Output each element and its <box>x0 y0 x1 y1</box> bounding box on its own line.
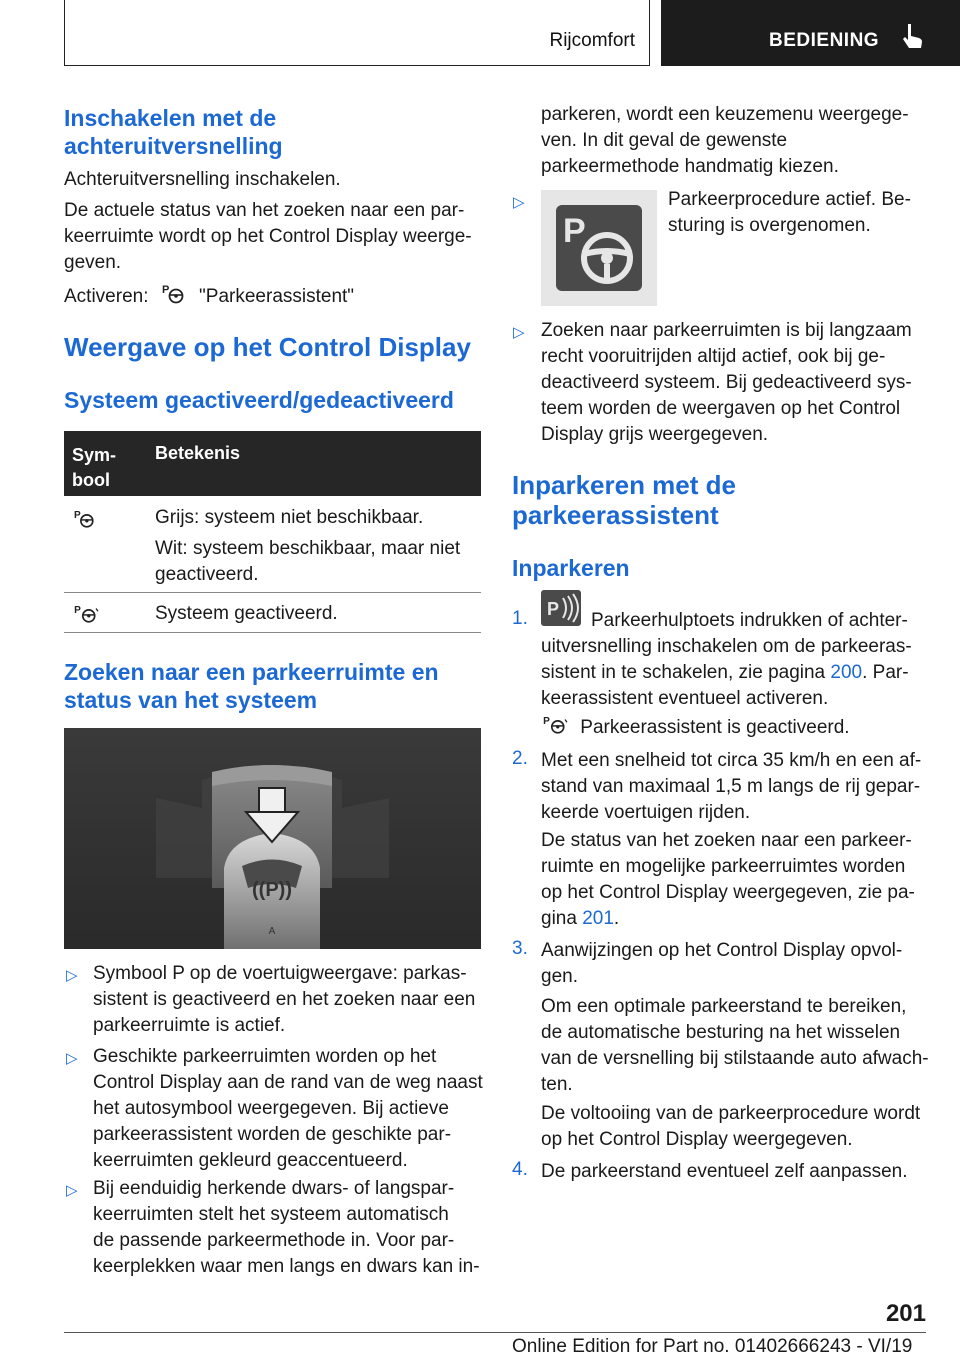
text-line: Geschikte parkeerruimten worden op het <box>93 1046 437 1067</box>
svg-text:P: P <box>74 510 81 522</box>
chapter-label: BEDIENING <box>769 30 880 51</box>
text-span: sistent in te schakelen, zie pagina <box>541 662 831 683</box>
text-line: parkeermethode handmatig kiezen. <box>541 156 839 177</box>
col-symbol <box>72 443 116 493</box>
text-line: Control Display aan de rand van de weg naast <box>93 1072 483 1093</box>
symbol-table <box>64 431 481 633</box>
text-line: Symbool P op de voertuigweergave: parkas- <box>93 963 467 984</box>
bullet-item <box>93 1176 480 1280</box>
heading-search <box>64 658 439 714</box>
heading-line: Inparkeren met de <box>512 470 736 500</box>
svg-text:A: A <box>268 926 276 937</box>
text-line: Wit: systeem beschikbaar, maar niet <box>155 538 461 559</box>
text-line: De voltooiing van de parkeerprocedure wordt <box>541 1103 921 1124</box>
heading-line: parkeerassistent <box>512 500 719 530</box>
header-line: Sym- <box>72 445 117 465</box>
bullet-item <box>93 961 475 1039</box>
text-line: de automatische besturing na het wisselen <box>541 1022 901 1043</box>
text-line: keerruimten stelt het systeem automatisch <box>93 1204 449 1225</box>
page-link[interactable]: 201 <box>582 908 614 929</box>
step-text <box>541 748 921 826</box>
park-assist-icon <box>72 508 98 530</box>
step-text: De parkeerstand eventueel zelf aanpassen. <box>541 1161 908 1182</box>
page-number: 201 <box>885 1300 926 1327</box>
text-line: uitversnelling inschakelen om de parkeeras- <box>541 636 912 657</box>
table-row <box>64 496 481 593</box>
text-line: Met een snelheid tot circa 35 km/h en een af- <box>541 750 922 771</box>
row-text: Systeem geactiveerd. <box>155 603 338 624</box>
text-line: sturing is overgenomen. <box>668 215 871 236</box>
text-line: keerde voertuigen rijden. <box>541 802 751 823</box>
step-text <box>541 608 941 712</box>
step-number: 2. <box>512 748 528 769</box>
bullet-marker: ▷ <box>513 324 525 341</box>
bullet-marker: ▷ <box>66 1182 78 1199</box>
text-line: ven. In dit geval de gewenste <box>541 130 788 151</box>
heading-line: achteruitversnelling <box>64 133 283 159</box>
text-line: parkeerruimte is actief. <box>93 1015 286 1036</box>
text-line: geactiveerd. <box>155 564 259 585</box>
paragraph: Achteruitversnelling inschakelen. <box>64 169 341 190</box>
bullet-item <box>668 187 911 239</box>
page-link[interactable]: 200 <box>830 662 863 683</box>
table-row <box>64 593 481 633</box>
row-text: Grijs: systeem niet beschikbaar. <box>155 507 424 528</box>
activate-label: Activeren: <box>64 286 149 307</box>
heading-park <box>512 470 736 530</box>
park-assist-active-icon <box>72 603 100 625</box>
text-line: De status van het zoeken naar een parkeer- <box>541 830 912 851</box>
park-steering-icon <box>541 190 657 306</box>
text-line: parkeerassistent worden de geschikte par- <box>93 1124 452 1145</box>
svg-text:P: P <box>74 605 81 617</box>
svg-text:P: P <box>547 599 560 619</box>
header-frame <box>64 0 650 66</box>
paragraph <box>64 198 472 276</box>
svg-text:P: P <box>543 716 550 728</box>
text-line: keerruimten gekleurd geaccentueerd. <box>93 1150 408 1171</box>
text-line <box>541 660 941 686</box>
park-assist-icon <box>160 282 188 306</box>
text-line: sistent is geactiveerd en het zoeken naar een <box>93 989 476 1010</box>
chapter-tab[interactable] <box>661 0 960 66</box>
text-line: Zoeken naar parkeerruimten is bij langzaam <box>541 320 912 341</box>
table-header <box>64 431 481 496</box>
parking-search-illustration <box>64 728 481 949</box>
text-line: Bij eenduidig herkende dwars- of langspar- <box>93 1178 455 1199</box>
activate-line <box>64 282 354 310</box>
text-line: de passende parkeermethode in. Voor par- <box>93 1230 455 1251</box>
text-line: parkeren, wordt een keuzemenu weergege- <box>541 104 909 125</box>
text-span: . <box>613 908 620 929</box>
bullet-marker: ▷ <box>66 967 78 984</box>
text-line: Om een optimale parkeerstand te bereiken, <box>541 996 907 1017</box>
text-line: ruimte en mogelijke parkeerruimtes worden <box>541 856 906 877</box>
header-line: bool <box>72 470 110 490</box>
text-line: ten. <box>541 1074 573 1095</box>
section-title: Rijcomfort <box>549 30 635 51</box>
footer-edition: Online Edition for Part no. 01402666243 - VI/19 <box>512 1336 913 1357</box>
text-line: van de versnelling bij stilstaande auto afwach- <box>541 1048 929 1069</box>
text-line: geven. <box>64 252 122 273</box>
step-sub <box>541 828 915 932</box>
svg-text:((P)): ((P)) <box>252 879 292 901</box>
bullet-marker: ▷ <box>513 194 525 211</box>
text-line: keerruimte wordt op het Control Display weerge- <box>64 226 472 247</box>
park-assist-active-icon <box>541 714 569 736</box>
heading-line: status van het systeem <box>64 687 318 713</box>
text-line: Parkeerhulptoets indrukken of achter- <box>591 610 908 631</box>
heading-line: Inschakelen met de <box>64 105 277 131</box>
step-number: 3. <box>512 938 528 959</box>
svg-text:P: P <box>563 212 586 250</box>
text-line: Aanwijzingen op het Control Display opvol- <box>541 940 903 961</box>
text-line: stand van maximaal 1,5 m langs de rij gepar- <box>541 776 921 797</box>
heading-reverse <box>64 104 283 160</box>
text-line <box>541 906 915 932</box>
step-sub <box>541 714 850 741</box>
col-meaning: Betekenis <box>155 443 241 463</box>
hand-pointer-icon <box>899 22 927 50</box>
bullet-marker: ▷ <box>66 1050 78 1067</box>
paragraph <box>541 102 909 180</box>
text-line: De actuele status van het zoeken naar een par- <box>64 200 465 221</box>
text-span: Parkeerassistent is geactiveerd. <box>580 717 850 738</box>
heading-display: Weergave op het Control Display <box>64 332 471 362</box>
step-number: 4. <box>512 1159 528 1180</box>
footer-divider <box>64 1332 926 1333</box>
step-sub <box>541 1101 920 1153</box>
text-span: . Par- <box>862 662 909 683</box>
heading-inpark: Inparkeren <box>512 555 630 581</box>
text-line: op het Control Display weergegeven, zie pa- <box>541 882 915 903</box>
step-number: 1. <box>512 608 528 629</box>
step-text <box>541 938 902 990</box>
text-line: op het Control Display weergegeven. <box>541 1129 853 1150</box>
svg-text:P: P <box>161 284 170 296</box>
text-line: teem worden de weergaven op het Control <box>541 398 901 419</box>
text-line: keerassistent eventueel activeren. <box>541 688 829 709</box>
text-line: het autosymbool weergegeven. Bij actieve <box>93 1098 449 1119</box>
text-line: Parkeerprocedure actief. Be- <box>668 189 911 210</box>
text-span: gina <box>541 908 583 929</box>
text-line: keerplekken waar men langs en dwars kan in- <box>93 1256 480 1277</box>
text-line: Display grijs weergegeven. <box>541 424 769 445</box>
row-text <box>155 536 460 588</box>
text-line: deactiveerd systeem. Bij gedeactiveerd sys- <box>541 372 912 393</box>
step-sub <box>541 994 929 1098</box>
bullet-item <box>93 1044 483 1174</box>
heading-line: Zoeken naar een parkeerruimte en <box>64 659 439 685</box>
text-line: recht vooruitrijden altijd actief, ook bij ge- <box>541 346 886 367</box>
activate-value: "Parkeerassistent" <box>199 286 355 307</box>
heading-system: Systeem geactiveerd/gedeactiveerd <box>64 387 454 413</box>
text-line: gen. <box>541 966 578 987</box>
bullet-item <box>541 318 912 448</box>
